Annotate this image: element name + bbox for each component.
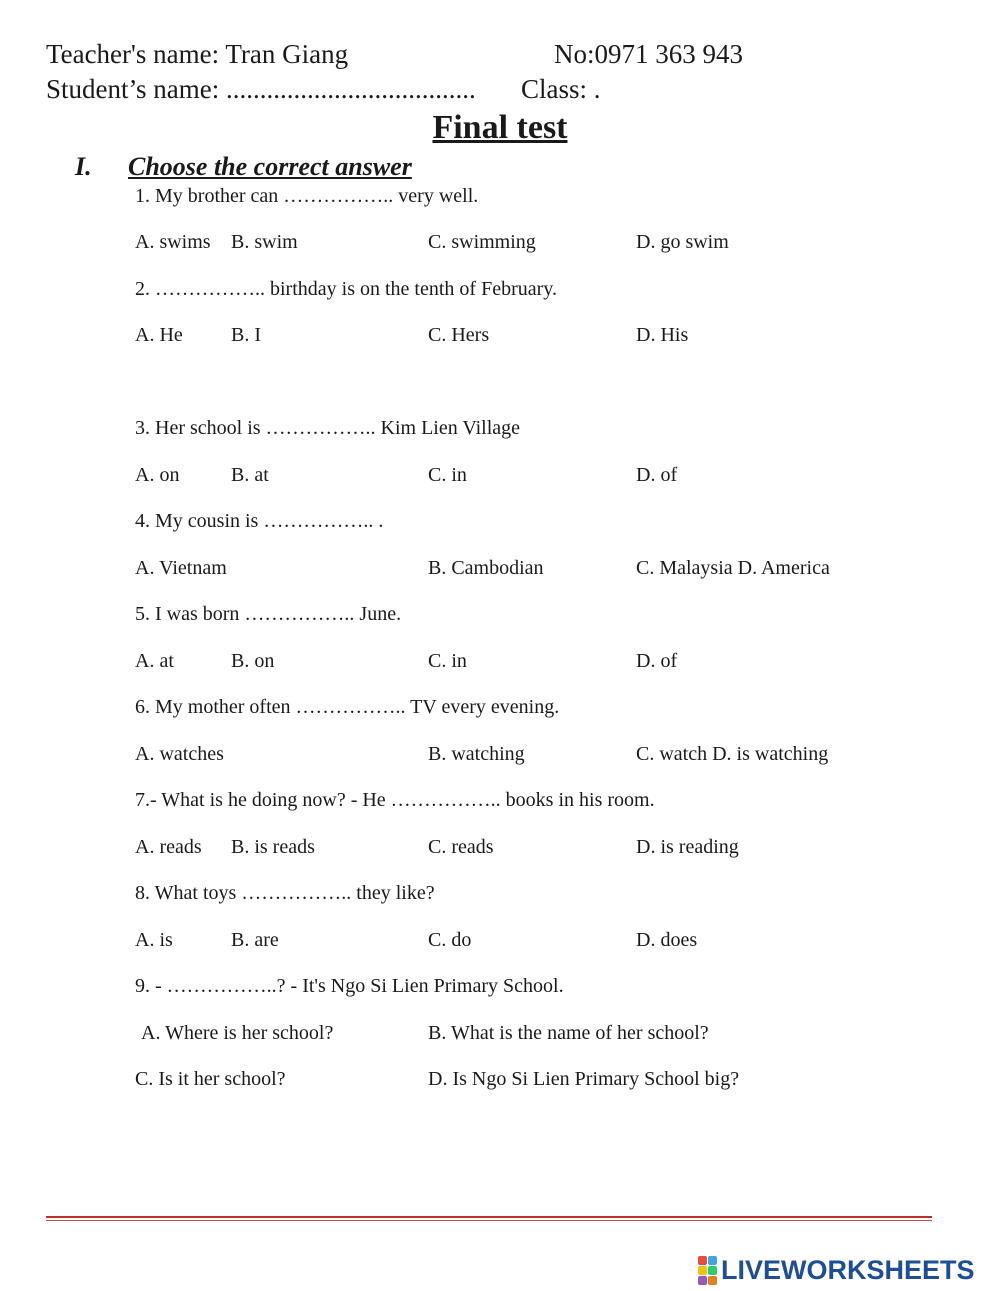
option-3b[interactable]: B. at <box>231 464 269 486</box>
question-4: 4. My cousin is …………….. . <box>135 510 384 532</box>
option-6a[interactable]: A. watches <box>135 743 224 765</box>
logo-block <box>708 1266 717 1275</box>
option-5a[interactable]: A. at <box>135 650 174 672</box>
option-4b[interactable]: B. Cambodian <box>428 557 544 579</box>
option-1a[interactable]: A. swims <box>135 231 211 253</box>
option-7d[interactable]: D. is reading <box>636 836 739 858</box>
option-2b[interactable]: B. I <box>231 324 261 346</box>
option-9c[interactable]: C. Is it her school? <box>135 1068 286 1090</box>
option-8c[interactable]: C. do <box>428 929 472 951</box>
footer-divider-thin <box>46 1220 932 1221</box>
option-8a[interactable]: A. is <box>135 929 173 951</box>
option-9d[interactable]: D. Is Ngo Si Lien Primary School big? <box>428 1068 740 1090</box>
logo-block <box>698 1256 707 1265</box>
option-8d[interactable]: D. does <box>636 929 698 951</box>
logo-wordmark: LIVEWORKSHEETS <box>721 1254 975 1285</box>
logo-block <box>708 1256 717 1265</box>
option-3d[interactable]: D. of <box>636 464 678 486</box>
option-4a[interactable]: A. Vietnam <box>135 557 227 579</box>
option-6cd[interactable]: C. watch D. is watching <box>636 743 829 765</box>
page-title: Final test <box>432 109 568 146</box>
option-3a[interactable]: A. on <box>135 464 180 486</box>
question-5: 5. I was born …………….. June. <box>135 603 402 625</box>
question-2: 2. …………….. birthday is on the tenth of February. <box>135 278 557 300</box>
question-1: 1. My brother can …………….. very well. <box>135 185 479 207</box>
question-6: 6. My mother often …………….. TV every evening. <box>135 696 560 718</box>
liveworksheets-blocks-icon <box>698 1256 717 1285</box>
teacher-name-line: Teacher's name: Tran Giang <box>46 39 349 69</box>
student-name-line: Student’s name: ..................................... <box>46 74 476 104</box>
section-title: Choose the correct answer <box>128 152 412 181</box>
option-9b[interactable]: B. What is the name of her school? <box>428 1022 709 1044</box>
class-line: Class: . <box>521 74 601 104</box>
section-number: I. <box>75 152 92 181</box>
question-9: 9. - ……………..? - It's Ngo Si Lien Primary School. <box>135 975 564 997</box>
option-8b[interactable]: B. are <box>231 929 279 951</box>
option-5c[interactable]: C. in <box>428 650 467 672</box>
option-7a[interactable]: A. reads <box>135 836 202 858</box>
option-3c[interactable]: C. in <box>428 464 467 486</box>
option-2c[interactable]: C. Hers <box>428 324 490 346</box>
option-5b[interactable]: B. on <box>231 650 275 672</box>
phone-number-line: No:0971 363 943 <box>554 39 743 69</box>
question-3: 3. Her school is …………….. Kim Lien Village <box>135 417 521 439</box>
option-1c[interactable]: C. swimming <box>428 231 536 253</box>
option-2d[interactable]: D. His <box>636 324 689 346</box>
option-4cd[interactable]: C. Malaysia D. America <box>636 557 830 579</box>
option-7b[interactable]: B. is reads <box>231 836 315 858</box>
logo-block <box>698 1276 707 1285</box>
option-1d[interactable]: D. go swim <box>636 231 729 253</box>
question-7: 7.- What is he doing now? - He …………….. books in his room. <box>135 789 655 811</box>
option-9a[interactable]: A. Where is her school? <box>141 1022 334 1044</box>
option-5d[interactable]: D. of <box>636 650 678 672</box>
footer-divider <box>46 1216 932 1218</box>
option-1b[interactable]: B. swim <box>231 231 298 253</box>
question-8: 8. What toys …………….. they like? <box>135 882 435 904</box>
liveworksheets-logo[interactable] <box>698 1256 975 1284</box>
logo-block <box>698 1266 707 1275</box>
option-2a[interactable]: A. He <box>135 324 183 346</box>
option-6b[interactable]: B. watching <box>428 743 525 765</box>
option-7c[interactable]: C. reads <box>428 836 494 858</box>
logo-block <box>708 1276 717 1285</box>
